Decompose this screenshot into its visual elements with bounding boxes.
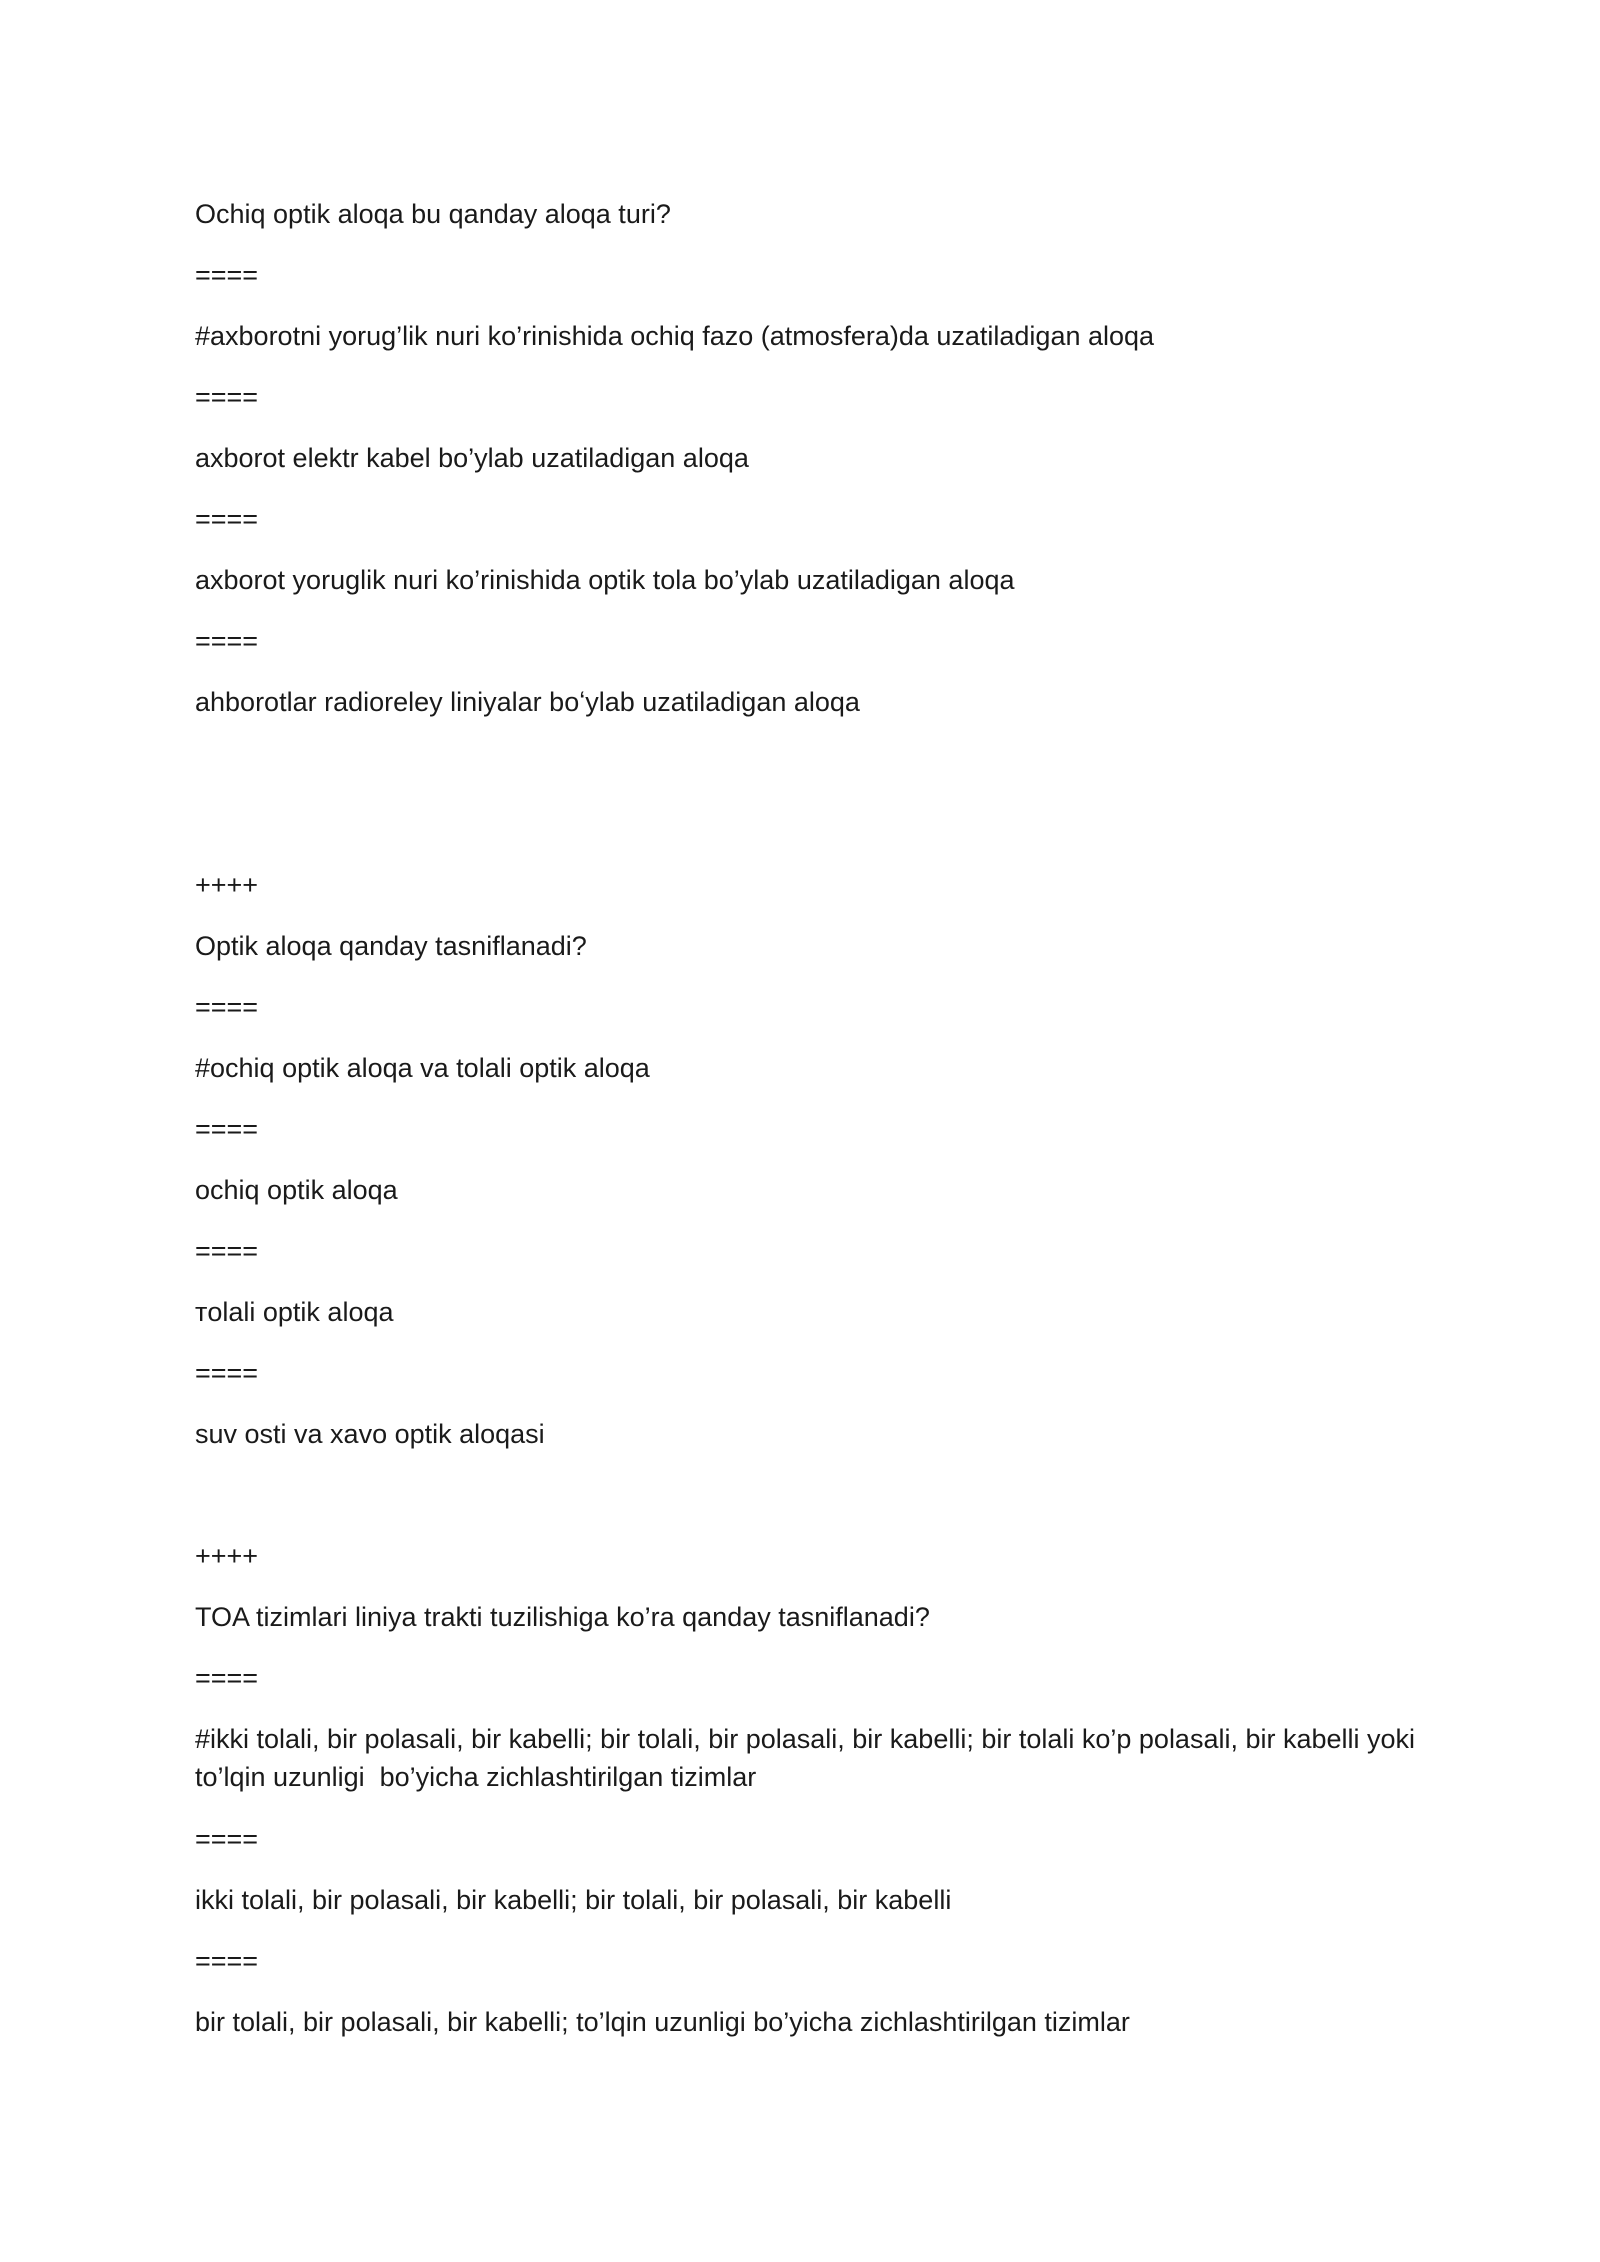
separator: ==== bbox=[195, 1114, 259, 1144]
separator: ==== bbox=[195, 992, 259, 1022]
answer-2-option-4: suv osti va xavo optik aloqasi bbox=[195, 1419, 545, 1449]
answer-1-option-4: ahborotlar radioreley liniyalar boʻylab uzatiladigan aloqa bbox=[195, 687, 860, 717]
separator: ==== bbox=[195, 260, 259, 290]
question-delimiter: ++++ bbox=[195, 870, 259, 900]
answer-2-option-2: ochiq optik aloqa bbox=[195, 1175, 398, 1205]
separator: ==== bbox=[195, 1663, 259, 1693]
separator: ==== bbox=[195, 504, 259, 534]
separator: ==== bbox=[195, 626, 259, 656]
answer-2-option-3: тolali optik aloqa bbox=[195, 1297, 394, 1327]
question-1: Ochiq optik aloqa bu qanday aloqa turi? bbox=[195, 199, 671, 229]
answer-3-correct: #ikki tolali, bir polasali, bir kabelli; bir tolali, bir polasali, bir kabelli; bir tolali ko’p polasali, bir kabelli yoki to’lqin uzunligi bo’yicha zichlashtirilgan tizimlar bbox=[195, 1724, 1423, 1792]
separator: ==== bbox=[195, 382, 259, 412]
separator: ==== bbox=[195, 1946, 259, 1976]
answer-3-option-2: ikki tolali, bir polasali, bir kabelli; bir tolali, bir polasali, bir kabelli bbox=[195, 1885, 952, 1915]
answer-2-correct: #ochiq optik aloqa va tolali optik aloqa bbox=[195, 1053, 650, 1083]
question-delimiter: ++++ bbox=[195, 1541, 259, 1571]
answer-1-correct: #axborotni yorug’lik nuri ko’rinishida ochiq fazo (atmosfera)da uzatiladigan aloqa bbox=[195, 321, 1155, 351]
separator: ==== bbox=[195, 1358, 259, 1388]
question-3: TOA tizimlari liniya trakti tuzilishiga ko’ra qanday tasniflanadi? bbox=[195, 1602, 930, 1632]
question-2: Optik aloqa qanday tasniflanadi? bbox=[195, 931, 587, 961]
answer-1-option-2: axborot elektr kabel bo’ylab uzatiladigan aloqa bbox=[195, 443, 749, 473]
separator: ==== bbox=[195, 1824, 259, 1854]
separator: ==== bbox=[195, 1236, 259, 1266]
answer-1-option-3: axborot yoruglik nuri ko’rinishida optik tola bo’ylab uzatiladigan aloqa bbox=[195, 565, 1015, 595]
answer-3-option-3: bir tolali, bir polasali, bir kabelli; to’lqin uzunligi bo’yicha zichlashtirilgan tizimlar bbox=[195, 2007, 1130, 2037]
